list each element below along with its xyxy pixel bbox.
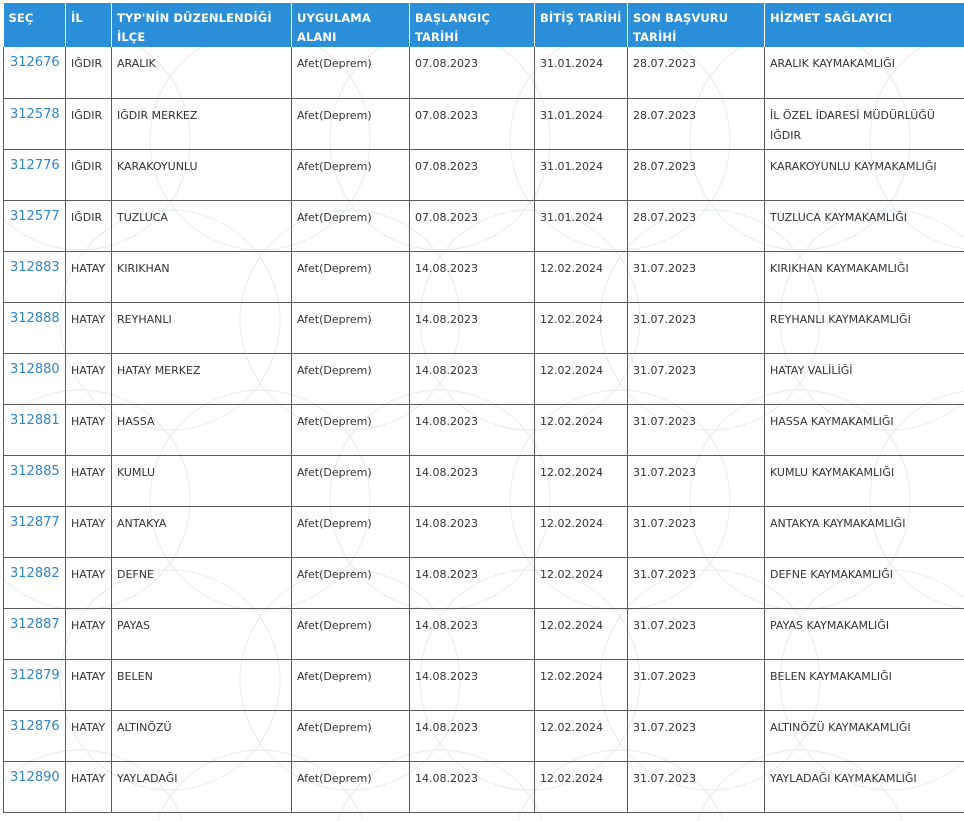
ilce-cell: HATAY MERKEZ bbox=[112, 353, 292, 404]
baslangic-tarihi-cell: 07.08.2023 bbox=[410, 47, 535, 98]
select-program-link[interactable]: 312887 bbox=[4, 608, 66, 659]
column-header-ilce: TYP'NİN DÜZENLENDİĞİ İLÇE bbox=[112, 3, 292, 47]
baslangic-tarihi-cell: 14.08.2023 bbox=[410, 455, 535, 506]
table-header-row bbox=[4, 3, 964, 47]
select-program-link[interactable]: 312885 bbox=[4, 455, 66, 506]
uygulama-alani-cell: Afet(Deprem) bbox=[292, 353, 410, 404]
son-basvuru-tarihi-cell: 28.07.2023 bbox=[628, 98, 765, 149]
ilce-cell: DEFNE bbox=[112, 557, 292, 608]
il-cell: HATAY bbox=[66, 404, 112, 455]
ilce-cell: KIRIKHAN bbox=[112, 251, 292, 302]
son-basvuru-tarihi-cell: 28.07.2023 bbox=[628, 149, 765, 200]
son-basvuru-tarihi-cell: 28.07.2023 bbox=[628, 200, 765, 251]
son-basvuru-tarihi-cell: 31.07.2023 bbox=[628, 353, 765, 404]
table-row bbox=[4, 251, 964, 302]
uygulama-alani-cell: Afet(Deprem) bbox=[292, 404, 410, 455]
table-row bbox=[4, 455, 964, 506]
son-basvuru-tarihi-cell: 31.07.2023 bbox=[628, 710, 765, 761]
son-basvuru-tarihi-cell: 28.07.2023 bbox=[628, 47, 765, 98]
son-basvuru-tarihi-cell: 31.07.2023 bbox=[628, 251, 765, 302]
baslangic-tarihi-cell: 14.08.2023 bbox=[410, 404, 535, 455]
uygulama-alani-cell: Afet(Deprem) bbox=[292, 506, 410, 557]
son-basvuru-tarihi-cell: 31.07.2023 bbox=[628, 761, 765, 812]
son-basvuru-tarihi-cell: 31.07.2023 bbox=[628, 455, 765, 506]
hizmet-saglayici-cell: PAYAS KAYMAKAMLIĞI bbox=[765, 608, 964, 659]
table-row bbox=[4, 506, 964, 557]
table-row bbox=[4, 302, 964, 353]
hizmet-saglayici-cell: YAYLADAĞI KAYMAKAMLIĞI bbox=[765, 761, 964, 812]
hizmet-saglayici-cell: ARALIK KAYMAKAMLIĞI bbox=[765, 47, 964, 98]
bitis-tarihi-cell: 12.02.2024 bbox=[535, 710, 628, 761]
ilce-cell: ANTAKYA bbox=[112, 506, 292, 557]
bitis-tarihi-cell: 31.01.2024 bbox=[535, 200, 628, 251]
uygulama-alani-cell: Afet(Deprem) bbox=[292, 149, 410, 200]
select-program-link[interactable]: 312676 bbox=[4, 47, 66, 98]
table-row bbox=[4, 200, 964, 251]
uygulama-alani-cell: Afet(Deprem) bbox=[292, 710, 410, 761]
uygulama-alani-cell: Afet(Deprem) bbox=[292, 455, 410, 506]
baslangic-tarihi-cell: 14.08.2023 bbox=[410, 659, 535, 710]
table-row bbox=[4, 608, 964, 659]
bitis-tarihi-cell: 12.02.2024 bbox=[535, 761, 628, 812]
ilce-cell: HASSA bbox=[112, 404, 292, 455]
il-cell: IĞDIR bbox=[66, 149, 112, 200]
il-cell: HATAY bbox=[66, 455, 112, 506]
select-program-link[interactable]: 312577 bbox=[4, 200, 66, 251]
ilce-cell: ARALIK bbox=[112, 47, 292, 98]
select-program-link[interactable]: 312880 bbox=[4, 353, 66, 404]
select-program-link[interactable]: 312578 bbox=[4, 98, 66, 149]
baslangic-tarihi-cell: 07.08.2023 bbox=[410, 200, 535, 251]
baslangic-tarihi-cell: 14.08.2023 bbox=[410, 761, 535, 812]
il-cell: HATAY bbox=[66, 659, 112, 710]
son-basvuru-tarihi-cell: 31.07.2023 bbox=[628, 506, 765, 557]
select-program-link[interactable]: 312890 bbox=[4, 761, 66, 812]
baslangic-tarihi-cell: 07.08.2023 bbox=[410, 149, 535, 200]
table-row bbox=[4, 47, 964, 98]
ilce-cell: KARAKOYUNLU bbox=[112, 149, 292, 200]
baslangic-tarihi-cell: 14.08.2023 bbox=[410, 302, 535, 353]
column-header-uygulama-alani: UYGULAMA ALANI bbox=[292, 3, 410, 47]
uygulama-alani-cell: Afet(Deprem) bbox=[292, 98, 410, 149]
bitis-tarihi-cell: 12.02.2024 bbox=[535, 557, 628, 608]
son-basvuru-tarihi-cell: 31.07.2023 bbox=[628, 404, 765, 455]
bitis-tarihi-cell: 31.01.2024 bbox=[535, 98, 628, 149]
typ-program-table bbox=[3, 3, 964, 813]
son-basvuru-tarihi-cell: 31.07.2023 bbox=[628, 608, 765, 659]
baslangic-tarihi-cell: 07.08.2023 bbox=[410, 98, 535, 149]
hizmet-saglayici-cell: İL ÖZEL İDARESİ MÜDÜRLÜĞÜ IĞDIR bbox=[765, 98, 964, 149]
ilce-cell: ALTINÖZÜ bbox=[112, 710, 292, 761]
uygulama-alani-cell: Afet(Deprem) bbox=[292, 608, 410, 659]
hizmet-saglayici-cell: KUMLU KAYMAKAMLIĞI bbox=[765, 455, 964, 506]
bitis-tarihi-cell: 12.02.2024 bbox=[535, 251, 628, 302]
bitis-tarihi-cell: 31.01.2024 bbox=[535, 149, 628, 200]
ilce-cell: PAYAS bbox=[112, 608, 292, 659]
uygulama-alani-cell: Afet(Deprem) bbox=[292, 251, 410, 302]
select-program-link[interactable]: 312882 bbox=[4, 557, 66, 608]
bitis-tarihi-cell: 31.01.2024 bbox=[535, 47, 628, 98]
il-cell: IĞDIR bbox=[66, 47, 112, 98]
select-program-link[interactable]: 312877 bbox=[4, 506, 66, 557]
il-cell: HATAY bbox=[66, 608, 112, 659]
select-program-link[interactable]: 312879 bbox=[4, 659, 66, 710]
uygulama-alani-cell: Afet(Deprem) bbox=[292, 302, 410, 353]
select-program-link[interactable]: 312881 bbox=[4, 404, 66, 455]
il-cell: HATAY bbox=[66, 353, 112, 404]
il-cell: HATAY bbox=[66, 557, 112, 608]
bitis-tarihi-cell: 12.02.2024 bbox=[535, 506, 628, 557]
column-header-il: İL bbox=[66, 3, 112, 47]
hizmet-saglayici-cell: KIRIKHAN KAYMAKAMLIĞI bbox=[765, 251, 964, 302]
table-row bbox=[4, 557, 964, 608]
son-basvuru-tarihi-cell: 31.07.2023 bbox=[628, 302, 765, 353]
baslangic-tarihi-cell: 14.08.2023 bbox=[410, 251, 535, 302]
uygulama-alani-cell: Afet(Deprem) bbox=[292, 200, 410, 251]
hizmet-saglayici-cell: HATAY VALİLİĞİ bbox=[765, 353, 964, 404]
bitis-tarihi-cell: 12.02.2024 bbox=[535, 455, 628, 506]
column-header-son-basvuru-tarihi: SON BAŞVURU TARİHİ bbox=[628, 3, 765, 47]
uygulama-alani-cell: Afet(Deprem) bbox=[292, 47, 410, 98]
table-row bbox=[4, 710, 964, 761]
ilce-cell: TUZLUCA bbox=[112, 200, 292, 251]
bitis-tarihi-cell: 12.02.2024 bbox=[535, 659, 628, 710]
uygulama-alani-cell: Afet(Deprem) bbox=[292, 659, 410, 710]
ilce-cell: REYHANLI bbox=[112, 302, 292, 353]
table-row bbox=[4, 659, 964, 710]
uygulama-alani-cell: Afet(Deprem) bbox=[292, 761, 410, 812]
il-cell: IĞDIR bbox=[66, 200, 112, 251]
il-cell: HATAY bbox=[66, 761, 112, 812]
il-cell: HATAY bbox=[66, 251, 112, 302]
table-row bbox=[4, 98, 964, 149]
baslangic-tarihi-cell: 14.08.2023 bbox=[410, 506, 535, 557]
column-header-sec: SEÇ bbox=[4, 3, 66, 47]
bitis-tarihi-cell: 12.02.2024 bbox=[535, 353, 628, 404]
hizmet-saglayici-cell: REYHANLI KAYMAKAMLIĞI bbox=[765, 302, 964, 353]
il-cell: HATAY bbox=[66, 506, 112, 557]
hizmet-saglayici-cell: ANTAKYA KAYMAKAMLIĞI bbox=[765, 506, 964, 557]
bitis-tarihi-cell: 12.02.2024 bbox=[535, 302, 628, 353]
baslangic-tarihi-cell: 14.08.2023 bbox=[410, 353, 535, 404]
hizmet-saglayici-cell: BELEN KAYMAKAMLIĞI bbox=[765, 659, 964, 710]
column-header-hizmet-saglayici: HİZMET SAĞLAYICI bbox=[765, 3, 964, 47]
select-program-link[interactable]: 312888 bbox=[4, 302, 66, 353]
ilce-cell: IĞDIR MERKEZ bbox=[112, 98, 292, 149]
hizmet-saglayici-cell: HASSA KAYMAKAMLIĞI bbox=[765, 404, 964, 455]
ilce-cell: YAYLADAĞI bbox=[112, 761, 292, 812]
table-row bbox=[4, 149, 964, 200]
table-row bbox=[4, 761, 964, 812]
select-program-link[interactable]: 312876 bbox=[4, 710, 66, 761]
son-basvuru-tarihi-cell: 31.07.2023 bbox=[628, 659, 765, 710]
hizmet-saglayici-cell: ALTINÖZÜ KAYMAKAMLIĞI bbox=[765, 710, 964, 761]
hizmet-saglayici-cell: TUZLUCA KAYMAKAMLIĞI bbox=[765, 200, 964, 251]
baslangic-tarihi-cell: 14.08.2023 bbox=[410, 608, 535, 659]
il-cell: HATAY bbox=[66, 710, 112, 761]
hizmet-saglayici-cell: DEFNE KAYMAKAMLIĞI bbox=[765, 557, 964, 608]
il-cell: IĞDIR bbox=[66, 98, 112, 149]
table-row bbox=[4, 404, 964, 455]
select-program-link[interactable]: 312776 bbox=[4, 149, 66, 200]
table-row bbox=[4, 353, 964, 404]
select-program-link[interactable]: 312883 bbox=[4, 251, 66, 302]
column-header-baslangic-tarihi: BAŞLANGIÇ TARİHİ bbox=[410, 3, 535, 47]
ilce-cell: BELEN bbox=[112, 659, 292, 710]
column-header-bitis-tarihi: BİTİŞ TARİHİ bbox=[535, 3, 628, 47]
il-cell: HATAY bbox=[66, 302, 112, 353]
bitis-tarihi-cell: 12.02.2024 bbox=[535, 404, 628, 455]
hizmet-saglayici-cell: KARAKOYUNLU KAYMAKAMLIĞI bbox=[765, 149, 964, 200]
baslangic-tarihi-cell: 14.08.2023 bbox=[410, 557, 535, 608]
baslangic-tarihi-cell: 14.08.2023 bbox=[410, 710, 535, 761]
bitis-tarihi-cell: 12.02.2024 bbox=[535, 608, 628, 659]
son-basvuru-tarihi-cell: 31.07.2023 bbox=[628, 557, 765, 608]
uygulama-alani-cell: Afet(Deprem) bbox=[292, 557, 410, 608]
ilce-cell: KUMLU bbox=[112, 455, 292, 506]
